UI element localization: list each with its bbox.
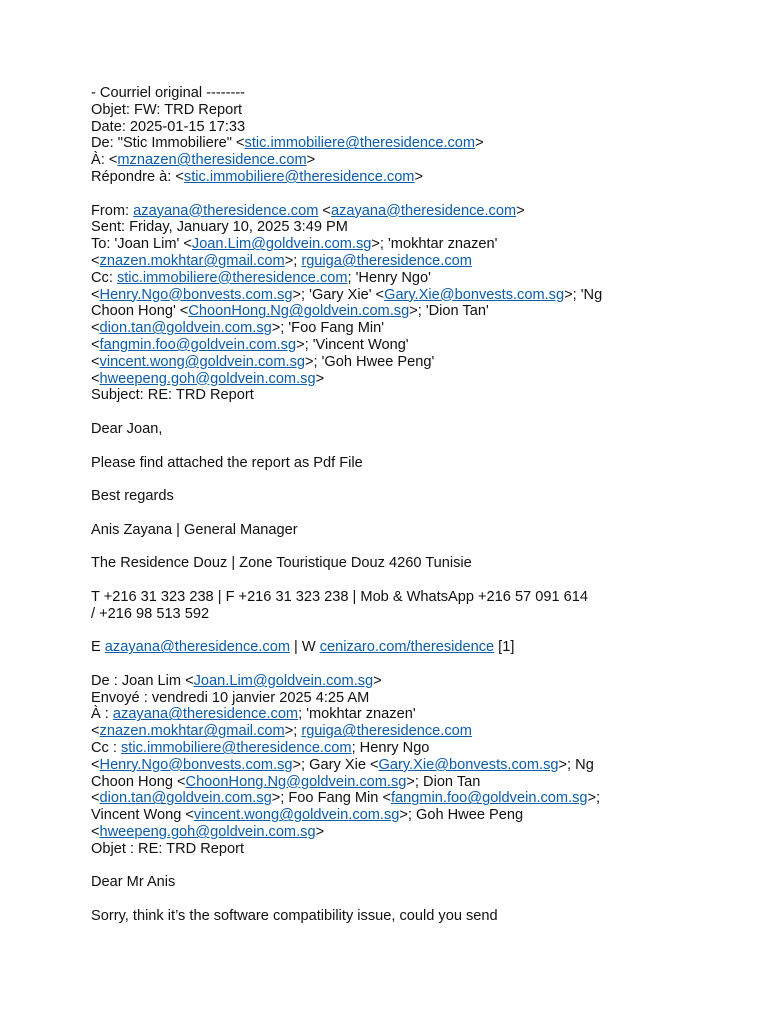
forward-to xyxy=(91,152,731,169)
text: >; 'Vincent Wong' xyxy=(296,336,409,353)
text: Répondre à: < xyxy=(91,168,184,185)
text: < xyxy=(91,723,100,740)
text: >; xyxy=(284,723,302,740)
spacer xyxy=(91,891,731,908)
text: >; 'Foo Fang Min' xyxy=(271,320,384,337)
msg2-to xyxy=(91,706,731,723)
msg2-cc-cont xyxy=(91,790,731,807)
text: > xyxy=(306,152,316,169)
email-link[interactable]: stic.immobiliere@theresidence.com xyxy=(244,135,476,152)
text: >; Dion Tan xyxy=(406,773,481,790)
text: À: < xyxy=(91,152,118,169)
text: > xyxy=(475,135,484,152)
email-link[interactable]: ChoonHong.Ng@goldvein.com.sg xyxy=(185,773,407,790)
forward-reply-to xyxy=(91,169,731,186)
text: >; Foo Fang Min < xyxy=(271,790,391,807)
text: >; 'Ng xyxy=(564,286,603,303)
text: De : Joan Lim < xyxy=(91,672,194,689)
forward-subject: Objet: FW: TRD Report xyxy=(91,101,243,118)
msg1-cc-cont xyxy=(91,337,731,354)
msg2-cc xyxy=(91,740,731,757)
text: < xyxy=(91,320,100,337)
text: Cc : xyxy=(91,740,121,757)
spacer xyxy=(91,186,731,203)
text: [1] xyxy=(494,639,515,656)
text: < xyxy=(91,824,100,841)
text: Cc: xyxy=(91,269,117,286)
msg2-cc-cont xyxy=(91,824,731,841)
msg1-to xyxy=(91,236,731,253)
email-link[interactable]: hweepeng.goh@goldvein.com.sg xyxy=(99,370,316,387)
text: < xyxy=(318,202,331,219)
msg1-greeting: Dear Joan, xyxy=(91,420,163,437)
text: From: xyxy=(91,202,134,219)
signature-address: The Residence Douz | Zone Touristique Douz 4260 Tunisie xyxy=(91,555,472,572)
email-link[interactable]: ChoonHong.Ng@goldvein.com.sg xyxy=(188,303,410,320)
email-link[interactable]: vincent.wong@goldvein.com.sg xyxy=(193,807,400,824)
forward-separator: - Courriel original -------- xyxy=(91,85,246,101)
email-link[interactable]: Gary.Xie@bonvests.com.sg xyxy=(384,286,565,303)
email-link[interactable]: azayana@theresidence.com xyxy=(133,202,319,219)
email-link[interactable]: dion.tan@goldvein.com.sg xyxy=(99,320,272,337)
msg1-closing: Best regards xyxy=(91,488,174,505)
email-link[interactable]: fangmin.foo@goldvein.com.sg xyxy=(99,336,297,353)
msg2-body: Sorry, think it’s the software compatibility issue, could you send xyxy=(91,908,498,925)
email-link[interactable]: rguiga@theresidence.com xyxy=(301,723,472,740)
text: < xyxy=(91,286,100,303)
email-link[interactable]: rguiga@theresidence.com xyxy=(301,252,472,269)
msg1-from xyxy=(91,203,731,220)
text: To: 'Joan Lim' < xyxy=(91,236,192,253)
spacer xyxy=(91,505,731,522)
email-link[interactable]: znazen.mokhtar@gmail.com xyxy=(99,723,285,740)
msg1-cc-cont xyxy=(91,303,731,320)
email-document xyxy=(91,85,731,925)
text: ; 'Henry Ngo' xyxy=(347,269,431,286)
spacer xyxy=(91,623,731,640)
text: >; 'Gary Xie' < xyxy=(292,286,385,303)
msg1-cc-cont xyxy=(91,354,731,371)
email-link[interactable]: azayana@theresidence.com xyxy=(330,202,517,219)
email-link[interactable]: znazen.mokhtar@gmail.com xyxy=(99,252,285,269)
email-link[interactable]: dion.tan@goldvein.com.sg xyxy=(99,790,272,807)
text: ; Henry Ngo xyxy=(351,740,430,757)
msg2-sent: Envoyé : vendredi 10 janvier 2025 4:25 AM xyxy=(91,689,370,706)
text: > xyxy=(373,672,382,689)
msg1-subject: Subject: RE: TRD Report xyxy=(91,387,254,404)
website-link[interactable]: cenizaro.com/theresidence xyxy=(319,639,495,656)
text: ; 'mokhtar znazen' xyxy=(298,706,416,723)
email-link[interactable]: Henry.Ngo@bonvests.com.sg xyxy=(99,286,293,303)
text: >; Ng xyxy=(558,756,594,773)
signature-phones: T +216 31 323 238 | F +216 31 323 238 | Mob & WhatsApp +216 57 091 614 xyxy=(91,588,588,605)
forward-date: Date: 2025-01-15 17:33 xyxy=(91,118,246,135)
text: >; xyxy=(284,252,302,269)
msg1-cc xyxy=(91,270,731,287)
text: >; xyxy=(587,790,601,807)
email-link[interactable]: stic.immobiliere@theresidence.com xyxy=(116,269,348,286)
spacer xyxy=(91,539,731,556)
text: >; 'Dion Tan' xyxy=(409,303,489,320)
text: >; Goh Hwee Peng xyxy=(399,807,524,824)
text: > xyxy=(315,824,325,841)
email-link[interactable]: azayana@theresidence.com xyxy=(104,639,290,656)
signature-name: Anis Zayana | General Manager xyxy=(91,521,298,538)
email-link[interactable]: stic.immobiliere@theresidence.com xyxy=(183,168,415,185)
forward-from xyxy=(91,135,731,152)
msg2-greeting: Dear Mr Anis xyxy=(91,874,176,891)
text: < xyxy=(91,252,100,269)
text: > xyxy=(315,370,325,387)
msg1-cc-cont xyxy=(91,320,731,337)
msg2-cc-cont xyxy=(91,757,731,774)
email-link[interactable]: Henry.Ngo@bonvests.com.sg xyxy=(99,756,293,773)
email-link[interactable]: hweepeng.goh@goldvein.com.sg xyxy=(99,824,316,841)
text: Choon Hong' < xyxy=(91,303,189,320)
email-link[interactable]: Gary.Xie@bonvests.com.sg xyxy=(378,756,559,773)
email-link[interactable]: azayana@theresidence.com xyxy=(112,706,299,723)
spacer xyxy=(91,858,731,875)
text: De: "Stic Immobiliere" < xyxy=(91,135,245,152)
text: À : xyxy=(91,706,113,723)
msg2-to-cont xyxy=(91,723,731,740)
text: > xyxy=(516,202,525,219)
msg2-from xyxy=(91,673,731,690)
text: >; Gary Xie < xyxy=(292,756,379,773)
msg2-cc-cont xyxy=(91,807,731,824)
email-link[interactable]: stic.immobiliere@theresidence.com xyxy=(121,740,352,757)
spacer xyxy=(91,572,731,589)
text: Choon Hong < xyxy=(91,773,186,790)
text: Vincent Wong < xyxy=(91,807,194,824)
msg1-to-cont xyxy=(91,253,731,270)
text: < xyxy=(91,353,100,370)
text: > xyxy=(414,168,423,185)
msg1-body: Please find attached the report as Pdf File xyxy=(91,454,363,471)
text: < xyxy=(91,756,100,773)
text: | W xyxy=(289,639,320,656)
spacer xyxy=(91,656,731,673)
email-link[interactable]: Joan.Lim@goldvein.com.sg xyxy=(191,236,372,253)
msg1-cc-cont xyxy=(91,371,731,388)
text: >; 'mokhtar znazen' xyxy=(371,236,498,253)
msg2-subject: Objet : RE: TRD Report xyxy=(91,840,245,857)
text: < xyxy=(91,370,100,387)
text: >; 'Goh Hwee Peng' xyxy=(304,353,435,370)
spacer xyxy=(91,471,731,488)
msg1-cc-cont xyxy=(91,287,731,304)
email-link[interactable]: Joan.Lim@goldvein.com.sg xyxy=(193,672,374,689)
signature-phones-cont: / +216 98 513 592 xyxy=(91,605,210,622)
spacer xyxy=(91,404,731,421)
msg2-cc-cont xyxy=(91,774,731,791)
text: < xyxy=(91,336,100,353)
msg1-sent: Sent: Friday, January 10, 2025 3:49 PM xyxy=(91,219,348,236)
text: E xyxy=(91,639,105,656)
email-link[interactable]: mznazen@theresidence.com xyxy=(117,152,307,169)
email-link[interactable]: fangmin.foo@goldvein.com.sg xyxy=(391,790,588,807)
signature-email-web xyxy=(91,639,731,656)
email-link[interactable]: vincent.wong@goldvein.com.sg xyxy=(99,353,305,370)
spacer xyxy=(91,438,731,455)
text: < xyxy=(91,790,100,807)
